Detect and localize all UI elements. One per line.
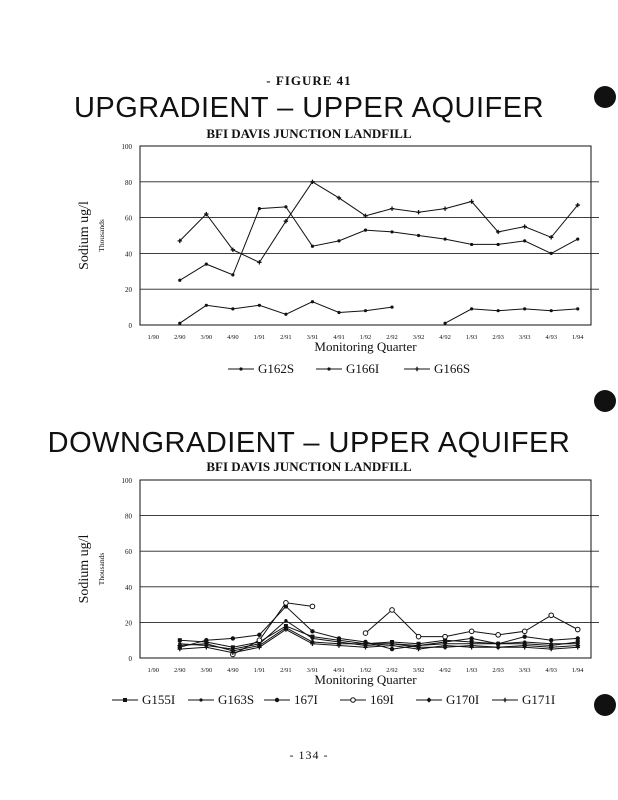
x-tick-label: 3/93	[518, 334, 531, 341]
x-tick-label: 4/91	[333, 334, 345, 341]
plot-frame	[140, 146, 591, 325]
upgradient-title: UPGRADIENT – UPPER AQUIFER	[73, 92, 545, 124]
point-G155I	[123, 698, 127, 702]
point-169I	[310, 604, 315, 609]
point-G162S	[443, 237, 446, 240]
point-169I	[522, 629, 527, 634]
x-tick-label: 4/92	[439, 334, 451, 341]
point-169I	[496, 633, 501, 638]
point-G166I	[470, 307, 473, 310]
point-G162S	[523, 239, 526, 242]
point-G166I	[550, 309, 553, 312]
point-167I	[549, 638, 553, 642]
x-tick-label: 4/91	[333, 667, 345, 674]
point-G171I	[496, 645, 500, 649]
point-169I	[390, 608, 395, 613]
point-G166I	[443, 322, 446, 325]
series-line-G163S	[180, 621, 578, 650]
x-tick-label: 1/90	[147, 667, 160, 674]
x-tick-label: 4/90	[227, 334, 239, 341]
page-number: - 134 -	[289, 748, 329, 762]
point-G162S	[576, 237, 579, 240]
point-G162S	[178, 279, 181, 282]
legend-label-G162S: G162S	[258, 361, 295, 376]
point-167I	[257, 633, 261, 637]
point-169I	[284, 601, 289, 606]
y-tick-label: 40	[125, 250, 132, 259]
legend-label-G170I: G170I	[446, 692, 480, 707]
binder-hole	[594, 694, 616, 716]
x-tick-label: 3/90	[200, 334, 213, 341]
point-G166I	[390, 306, 393, 309]
point-G155I	[178, 638, 182, 642]
y-tick-label: 60	[125, 214, 132, 223]
point-G166I	[364, 309, 367, 312]
y-tick-label: 20	[125, 286, 132, 295]
x-tick-label: 1/92	[359, 667, 372, 674]
point-G166I	[337, 311, 340, 314]
y-tick-label: 100	[121, 143, 132, 151]
legend-label-G166I: G166I	[346, 361, 380, 376]
y-axis-label: Sodium ug/l	[77, 201, 92, 270]
y-tick-label: 100	[121, 477, 132, 485]
x-tick-label: 1/93	[465, 334, 478, 341]
x-tick-label: 3/92	[412, 667, 425, 674]
x-tick-label: 2/90	[174, 334, 186, 341]
x-tick-label: 1/94	[571, 667, 584, 674]
upgradient-chart	[77, 143, 599, 376]
legend-label-169I: 169I	[370, 692, 394, 707]
x-axis-label: Monitoring Quarter	[314, 672, 417, 687]
binder-hole	[594, 86, 616, 108]
point-G162S	[205, 263, 208, 266]
downgradient-subtitle: BFI DAVIS JUNCTION LANDFILL	[206, 459, 412, 474]
point-167I	[310, 629, 314, 633]
point-169I	[575, 627, 580, 632]
figure-label: - FIGURE 41	[266, 73, 352, 88]
point-G171I	[503, 698, 507, 702]
series-line-G166S	[180, 182, 578, 263]
x-tick-label: 1/91	[253, 667, 266, 674]
y-axis-unit: Thousands	[97, 219, 106, 252]
point-G162S	[497, 243, 500, 246]
point-G162S	[258, 207, 261, 210]
point-G163S	[199, 698, 202, 701]
point-G166I	[327, 367, 330, 370]
y-tick-label: 0	[128, 322, 132, 330]
x-tick-label: 4/90	[227, 667, 239, 674]
y-tick-label: 80	[125, 512, 132, 521]
x-tick-label: 2/93	[492, 334, 504, 341]
point-G170I	[426, 697, 431, 702]
downgradient-title: DOWNGRADIENT – UPPER AQUIFER	[47, 427, 571, 459]
point-169I	[443, 634, 448, 639]
point-G166I	[231, 307, 234, 310]
x-tick-label: 3/90	[200, 667, 213, 674]
point-169I	[549, 613, 554, 618]
x-tick-label: 2/92	[386, 334, 398, 341]
point-169I	[257, 638, 262, 643]
x-tick-label: 4/93	[545, 667, 557, 674]
point-167I	[522, 634, 526, 638]
binder-hole	[594, 390, 616, 412]
point-167I	[469, 636, 473, 640]
upgradient-subtitle: BFI DAVIS JUNCTION LANDFILL	[206, 126, 412, 141]
y-tick-label: 20	[125, 619, 132, 628]
x-tick-label: 3/92	[412, 334, 425, 341]
point-G162S	[417, 234, 420, 237]
x-tick-label: 2/93	[492, 667, 504, 674]
x-tick-label: 2/92	[386, 667, 398, 674]
point-169I	[416, 634, 421, 639]
x-axis-label: Monitoring Quarter	[314, 339, 417, 354]
point-169I	[469, 629, 474, 634]
x-tick-label: 3/93	[518, 667, 531, 674]
point-G166I	[284, 313, 287, 316]
point-G162S	[311, 245, 314, 248]
point-G166S	[390, 206, 394, 210]
point-G166I	[497, 309, 500, 312]
point-G166I	[258, 304, 261, 307]
point-167I	[231, 636, 235, 640]
x-tick-label: 1/93	[465, 667, 478, 674]
point-G162S	[239, 367, 242, 370]
x-tick-label: 1/90	[147, 334, 160, 341]
point-167I	[337, 636, 341, 640]
point-G162S	[337, 239, 340, 242]
x-tick-label: 1/92	[359, 334, 372, 341]
point-G166I	[311, 300, 314, 303]
point-G163S	[284, 619, 287, 622]
x-tick-label: 3/91	[306, 334, 319, 341]
point-169I	[363, 631, 368, 636]
point-G166I	[205, 304, 208, 307]
y-tick-label: 0	[128, 655, 132, 663]
point-G166I	[576, 307, 579, 310]
point-169I	[351, 698, 356, 703]
legend-label-G171I: G171I	[522, 692, 556, 707]
point-G166S	[443, 206, 447, 210]
point-G162S	[364, 229, 367, 232]
legend-label-167I: 167I	[294, 692, 318, 707]
point-167I	[576, 636, 580, 640]
legend-label-G166S: G166S	[434, 361, 471, 376]
point-G166I	[523, 307, 526, 310]
point-G162S	[470, 243, 473, 246]
legend-label-G155I: G155I	[142, 692, 176, 707]
y-tick-label: 40	[125, 583, 132, 592]
x-tick-label: 3/91	[306, 667, 319, 674]
point-G166S	[522, 224, 526, 228]
y-tick-label: 80	[125, 178, 132, 187]
x-tick-label: 1/91	[253, 334, 266, 341]
x-tick-label: 2/90	[174, 667, 186, 674]
x-tick-label: 2/91	[280, 334, 292, 341]
y-axis-unit: Thousands	[97, 552, 106, 586]
downgradient-chart	[77, 477, 599, 707]
series-line-G166I	[180, 302, 578, 324]
point-G162S	[390, 230, 393, 233]
point-G166I	[178, 322, 181, 325]
point-167I	[275, 698, 279, 702]
x-tick-label: 4/93	[545, 334, 557, 341]
y-axis-label: Sodium ug/l	[77, 534, 92, 604]
x-tick-label: 4/92	[439, 667, 451, 674]
y-tick-label: 60	[125, 548, 132, 557]
x-tick-label: 1/94	[571, 334, 584, 341]
legend-label-G163S: G163S	[218, 692, 255, 707]
x-tick-label: 2/91	[280, 667, 292, 674]
point-G166S	[416, 210, 420, 214]
point-G162S	[550, 252, 553, 255]
point-G162S	[284, 205, 287, 208]
point-G166S	[415, 367, 419, 371]
point-G162S	[231, 273, 234, 276]
